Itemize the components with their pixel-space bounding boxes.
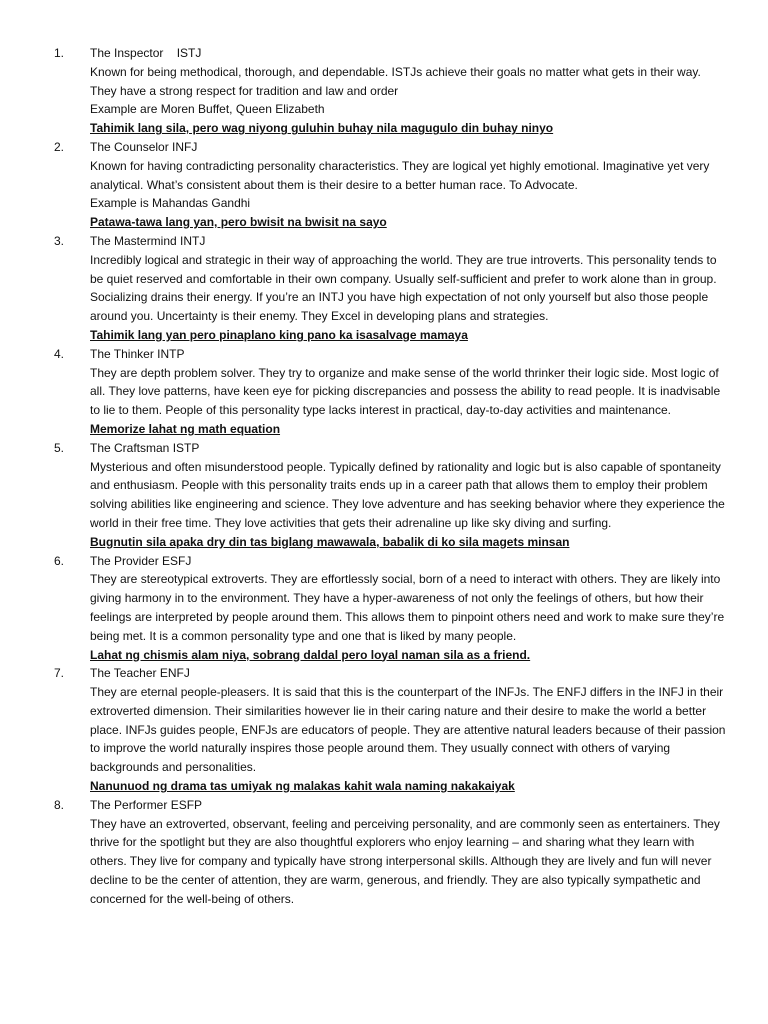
item-joke: Patawa-tawa lang yan, pero bwisit na bwisit na sayo (90, 215, 387, 230)
item-title: The Thinker INTP (90, 346, 185, 361)
item-joke: Tahimik lang yan pero pinaplano king pano ka isasalvage mamaya (90, 327, 468, 342)
list-item (54, 345, 728, 439)
item-description: They are eternal people-pleasers. It is said that this is the counterpart of the INFJs. The ENFJ differs in the INFJ in their extroverted dimension. Their similarities however lie in their caring nature and their desire to make the world a better place. INFJs guides people, ENFJs are educators of people. They are attentive natural leaders because of their passion to improve the world naturally inspires those people around them. They usually connect with others of varying backgrounds and personalities. (90, 685, 726, 775)
item-example: Example are Moren Buffet, Queen Elizabeth (90, 102, 325, 117)
item-description: They have an extroverted, observant, feeling and perceiving personality, and are commonly seen as entertainers. They thrive for the spotlight but they are also thoughtful explorers who enjoy learning – and sharing what they learn with others. They live for company and typically have strong interpersonal skills. Although they are lively and fun will never decline to be the center of attention, they are warm, generous, and friendly. They are also typically sympathetic and concerned for the well-being of others. (90, 816, 720, 906)
item-title: The Counselor INFJ (90, 139, 198, 154)
item-title: The Craftsman ISTP (90, 440, 200, 455)
item-number: 6. (54, 553, 65, 568)
list-item (54, 138, 728, 232)
item-number: 5. (54, 440, 65, 455)
item-description: Known for being methodical, thorough, and dependable. ISTJs achieve their goals no matter what gets in their way. They have a strong respect for tradition and law and order (90, 64, 701, 98)
item-description: Known for having contradicting personality characteristics. They are logical yet highly emotional. Imaginative yet very analytical. What’s consistent about them is their desire to a better human race. To Advocate. (90, 158, 710, 192)
list-item (54, 44, 728, 138)
list-item (54, 439, 728, 552)
item-title: The Performer ESFP (90, 797, 203, 812)
list-item (54, 664, 728, 796)
personality-list (54, 44, 728, 909)
item-joke: Lahat ng chismis alam niya, sobrang daldal pero loyal naman sila as a friend. (90, 647, 531, 662)
item-number: 4. (54, 346, 65, 361)
item-number: 1. (54, 46, 65, 60)
item-description: They are depth problem solver. They try to organize and make sense of the world thrinker their logic side. Most logic of all. They love patterns, have keen eye for picking discrepancies and possess the ability to read people. It is inadvisable to lie to them. People of this personality type lacks interest in practical, day-to-day activities and maintenance. (90, 365, 721, 418)
item-title: The Teacher ENFJ (90, 666, 190, 681)
item-number: 7. (54, 666, 65, 681)
item-number: 8. (54, 797, 65, 812)
item-joke: Tahimik lang sila, pero wag niyong guluhin buhay nila magugulo din buhay ninyo (90, 121, 554, 136)
item-number: 2. (54, 139, 65, 154)
item-example: Example is Mahandas Gandhi (90, 196, 251, 211)
item-joke: Memorize lahat ng math equation (90, 421, 281, 436)
list-item (54, 796, 728, 909)
item-title: The Provider ESFJ (90, 553, 192, 568)
item-description: Mysterious and often misunderstood people. Typically defined by rationality and logic but is also capable of spontaneity and enthusiasm. People with this personality traits ends up in a career path that allows them to employ their problem solving abilities like engineering and science. They love adventure and has seeking behavior where they experience the world in their free time. They love activities that gets their adrenaline up like sky diving and surfing. (90, 459, 725, 530)
list-item (54, 232, 728, 345)
item-title: The Mastermind INTJ (90, 233, 206, 248)
item-description: Incredibly logical and strategic in their way of approaching the world. They are true introverts. This personality tends to be quiet reserved and comfortable in their own company. Usually self-sufficient and prefer to work alone than in group. Socializing drains their energy. If you’re an INTJ you have high expectation of not only yourself but also those people around you. Uncertainty is their enemy. They Excel in developing plans and strategies. (90, 252, 717, 324)
item-joke: Bugnutin sila apaka dry din tas biglang mawawala, babalik di ko sila magets minsan (90, 534, 570, 549)
item-joke: Nanunuod ng drama tas umiyak ng malakas kahit wala naming nakakaiyak (90, 779, 515, 794)
item-title: The Inspector ISTJ (90, 46, 202, 60)
item-description: They are stereotypical extroverts. They are effortlessly social, born of a need to interact with others. They are likely into giving harmony in to the environment. They have a hyper-awareness of not only the feelings of others, but how their feelings are interpreted by people around them. This allows them to pinpoint others need and work to make sure they’re being met. It is a common personality type and one that is liked by many people. (90, 572, 725, 643)
item-number: 3. (54, 233, 65, 248)
list-item (54, 552, 728, 665)
